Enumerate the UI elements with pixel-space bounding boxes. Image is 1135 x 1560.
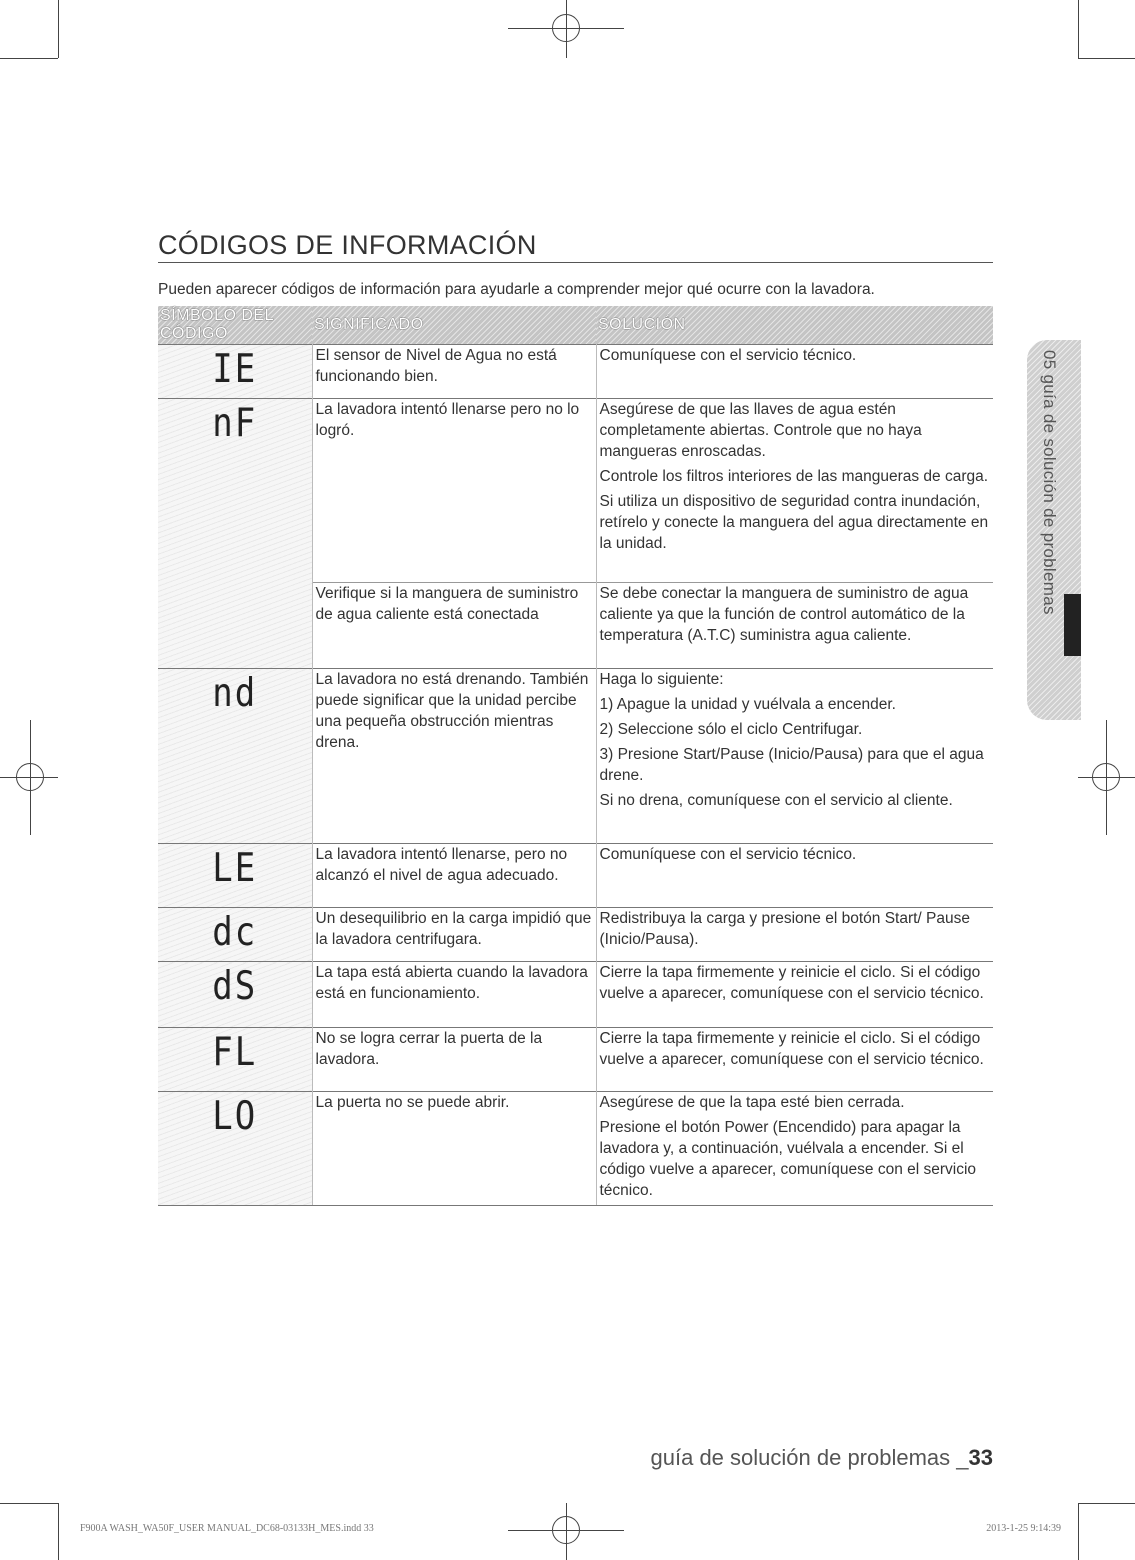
table-row (158, 1092, 993, 1206)
chapter-side-label: 05 guía de solución de problemas (1040, 350, 1059, 615)
solution-text: Si utiliza un dispositivo de seguridad contra inundación, retírelo y conecte la manguera del agua directamente en la unidad. (599, 493, 989, 552)
code-symbol: dS (212, 963, 258, 1010)
solution-cell (596, 962, 993, 1028)
solution-text: Asegúrese de que la tapa esté bien cerrada. (599, 1094, 905, 1111)
chapter-tab-marker (1064, 594, 1081, 656)
header-meaning: SIGNIFICADO (312, 306, 596, 345)
meaning-cell: La puerta no se puede abrir. (312, 1092, 596, 1206)
intro-text: Pueden aparecer códigos de información para ayudarle a comprender mejor qué ocurre con la lavadora. (158, 281, 875, 298)
info-codes-table (158, 306, 993, 1206)
solution-text: 2) Seleccione sólo el ciclo Centrifugar. (599, 721, 863, 738)
solution-text: Asegúrese de que las llaves de agua estén completamente abiertas. Controle que no haya mangueras enroscadas. (599, 401, 922, 460)
code-symbol-cell (158, 1028, 312, 1092)
meaning-cell: La lavadora intentó llenarse, pero no alcanzó el nivel de agua adecuado. (312, 844, 596, 908)
code-symbol-cell (158, 1092, 312, 1206)
crop-mark (1078, 58, 1135, 59)
page-title: CÓDIGOS DE INFORMACIÓN (158, 230, 537, 260)
meaning-cell: La lavadora no está drenando. También puede significar que la unidad percibe una pequeña obstrucción mientras drena. (312, 669, 596, 844)
solution-cell (596, 1092, 993, 1206)
code-symbol-cell (158, 908, 312, 962)
page-number: 33 (968, 1445, 993, 1470)
meaning-cell: El sensor de Nivel de Agua no está funcionando bien. (312, 345, 596, 399)
code-symbol: nF (212, 400, 258, 447)
crop-mark (0, 58, 58, 59)
table-row (158, 399, 993, 583)
solution-text: 1) Apague la unidad y vuélvala a encender. (599, 696, 896, 713)
code-symbol-cell (158, 962, 312, 1028)
table-body (158, 345, 993, 1206)
solution-text: Se debe conectar la manguera de suministro de agua caliente ya que la función de control automático de la temperatura (A.T.C) suministra agua caliente. (599, 585, 969, 644)
solution-text: Controle los filtros interiores de las mangueras de carga. (599, 468, 989, 485)
code-symbol: LE (212, 845, 258, 892)
solution-text: Cierre la tapa firmemente y reinicie el ciclo. Si el código vuelve a aparecer, comuníquese con el servicio técnico. (599, 1030, 984, 1068)
code-symbol-cell (158, 399, 312, 669)
table-header-row (158, 306, 993, 345)
code-symbol-cell (158, 345, 312, 399)
crop-mark (58, 0, 59, 58)
meaning-cell: La tapa está abierta cuando la lavadora está en funcionamiento. (312, 962, 596, 1028)
meaning-cell: La lavadora intentó llenarse pero no lo logró. (312, 399, 596, 583)
solution-text: Comuníquese con el servicio técnico. (599, 347, 857, 364)
code-symbol: IE (212, 346, 258, 393)
solution-text: Presione el botón Power (Encendido) para apagar la lavadora y, a continuación, vuélvala a encender. Si el código vuelve a aparecer, comuníquese con el servicio técnico. (599, 1119, 977, 1199)
table-row (158, 844, 993, 908)
crop-mark (1078, 0, 1079, 58)
table-row (158, 908, 993, 962)
solution-cell (596, 1028, 993, 1092)
solution-text: Redistribuya la carga y presione el botón Start/ Pause (Inicio/Pausa). (599, 910, 970, 948)
footer-section-title: guía de solución de problemas _ (650, 1445, 969, 1470)
solution-text: Comuníquese con el servicio técnico. (599, 846, 857, 863)
header-solution: SOLUCIÓN (596, 306, 993, 345)
solution-text: 3) Presione Start/Pause (Inicio/Pausa) para que el agua drene. (599, 746, 984, 784)
solution-text: Si no drena, comuníquese con el servicio al cliente. (599, 792, 953, 809)
solution-cell (596, 669, 993, 844)
code-symbol-cell (158, 669, 312, 844)
crop-mark (58, 1503, 59, 1560)
table-row (158, 1028, 993, 1092)
solution-cell (596, 583, 993, 669)
solution-cell (596, 345, 993, 399)
solution-text: Cierre la tapa firmemente y reinicie el ciclo. Si el código vuelve a aparecer, comuníquese con el servicio técnico. (599, 964, 984, 1002)
code-symbol: FL (212, 1029, 258, 1076)
meaning-cell: No se logra cerrar la puerta de la lavadora. (312, 1028, 596, 1092)
table-row (158, 962, 993, 1028)
registration-mark (1092, 763, 1120, 791)
crop-mark (0, 1503, 58, 1504)
code-symbol: dc (212, 909, 258, 956)
header-symbol: SÍMBOLO DEL CÓDIGO (158, 306, 312, 345)
code-symbol-cell (158, 844, 312, 908)
solution-cell (596, 908, 993, 962)
registration-mark (16, 763, 44, 791)
page-footer (651, 1445, 993, 1471)
crop-mark (1078, 1503, 1135, 1504)
table-row (158, 345, 993, 399)
registration-mark (552, 1516, 580, 1544)
code-symbol: LO (212, 1093, 258, 1140)
title-rule (158, 262, 993, 263)
solution-cell (596, 844, 993, 908)
crop-mark (1078, 1503, 1079, 1560)
meaning-cell: Verifique si la manguera de suministro de agua caliente está conectada (312, 583, 596, 669)
table-row (158, 669, 993, 844)
print-file-info: F900A WASH_WA50F_USER MANUAL_DC68-03133H_MES.indd 33 (80, 1523, 374, 1534)
code-symbol: nd (212, 670, 258, 717)
print-date-info: 2013-1-25 9:14:39 (986, 1523, 1061, 1534)
solution-text: Haga lo siguiente: (599, 671, 724, 688)
solution-cell (596, 399, 993, 583)
meaning-cell: Un desequilibrio en la carga impidió que la lavadora centrifugara. (312, 908, 596, 962)
registration-mark (552, 14, 580, 42)
